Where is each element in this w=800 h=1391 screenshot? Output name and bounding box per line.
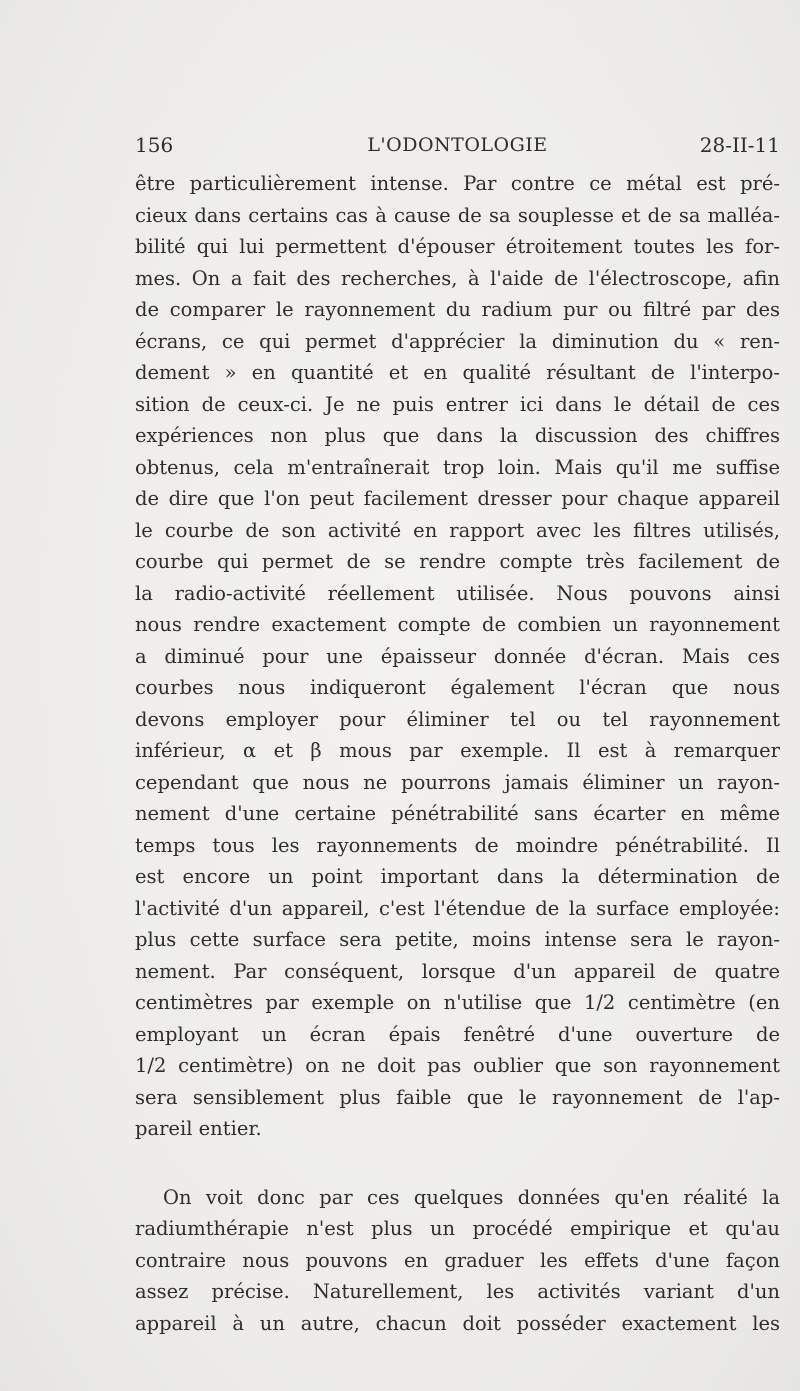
text-line: plus cette surface sera petite, moins intense sera le rayon- xyxy=(135,928,780,951)
text-line: sera sensiblement plus faible que le rayonnement de l'ap- xyxy=(135,1085,780,1109)
text-line: sition de ceux-ci. Je ne puis entrer ici dans le détail de ces xyxy=(135,392,780,416)
text-line: courbe qui permet de se rendre compte très facilement de xyxy=(135,550,780,573)
text-line: l'activité d'un appareil, c'est l'étendue de la surface employée: xyxy=(135,896,780,920)
paragraph-2 xyxy=(135,1182,780,1340)
text-line: centimètres par exemple on n'utilise que 1/2 centimètre (en xyxy=(135,991,780,1014)
text-line: écrans, ce qui permet d'apprécier la diminution du « ren- xyxy=(135,329,780,353)
text-line: temps tous les rayonnements de moindre pénétrabilité. Il xyxy=(135,833,780,857)
issue-date: 28-II-11 xyxy=(699,133,780,157)
text-line: a diminué pour une épaisseur donnée d'écran. Mais ces xyxy=(135,644,780,668)
text-line: expériences non plus que dans la discussion des chiffres xyxy=(135,424,780,447)
text-line: appareil à un autre, chacun doit posséder exactement les xyxy=(135,1311,780,1335)
text-line: le courbe de son activité en rapport avec les filtres utilisés, xyxy=(135,518,780,542)
text-line: bilité qui lui permettent d'épouser étroitement toutes les for- xyxy=(135,235,780,258)
text-line: On voit donc par ces quelques données qu'en réalité la xyxy=(163,1185,780,1209)
body-text xyxy=(135,168,780,1339)
text-line: assez précise. Naturellement, les activités variant d'un xyxy=(135,1280,780,1303)
text-line: nement. Par conséquent, lorsque d'un appareil de quatre xyxy=(135,959,780,983)
text-line: est encore un point important dans la détermination de xyxy=(135,865,780,888)
text-line: contraire nous pouvons en graduer les effets d'une façon xyxy=(135,1248,780,1272)
text-line: cependant que nous ne pourrons jamais éliminer un rayon- xyxy=(135,770,780,794)
page-number: 156 xyxy=(135,133,174,157)
text-line: nement d'une certaine pénétrabilité sans écarter en même xyxy=(135,802,780,825)
text-line: dement » en quantité et en qualité résultant de l'interpo- xyxy=(135,361,780,384)
text-line: la radio-activité réellement utilisée. Nous pouvons ainsi xyxy=(135,581,780,605)
paragraph-gap xyxy=(135,1145,780,1182)
text-line: inférieur, α et β mous par exemple. Il est à remarquer xyxy=(135,739,780,762)
text-line: devons employer pour éliminer tel ou tel rayonnement xyxy=(135,707,780,731)
text-line: être particulièrement intense. Par contre ce métal est pré- xyxy=(135,172,780,195)
text-line: nous rendre exactement compte de combien un rayonnement xyxy=(135,613,780,636)
text-line: cieux dans certains cas à cause de sa souplesse et de sa malléa- xyxy=(135,203,780,227)
journal-title: L'ODONTOLOGIE xyxy=(367,134,548,156)
paragraph-1 xyxy=(135,168,780,1145)
text-line: pareil entier. xyxy=(135,1117,262,1140)
text-line: de dire que l'on peut facilement dresser pour chaque appareil xyxy=(135,487,780,510)
text-line: de comparer le rayonnement du radium pur ou filtré par des xyxy=(135,298,780,321)
running-head xyxy=(135,133,780,163)
text-line: 1/2 centimètre) on ne doit pas oublier que son rayonnement xyxy=(135,1054,780,1077)
text-line: employant un écran épais fenêtré d'une ouverture de xyxy=(135,1022,780,1046)
text-line: radiumthérapie n'est plus un procédé empirique et qu'au xyxy=(135,1217,780,1240)
text-line: courbes nous indiqueront également l'écran que nous xyxy=(135,676,780,699)
text-line: mes. On a fait des recherches, à l'aide de l'électroscope, afin xyxy=(135,266,780,290)
text-line: obtenus, cela m'entraînerait trop loin. Mais qu'il me suffise xyxy=(135,455,780,479)
